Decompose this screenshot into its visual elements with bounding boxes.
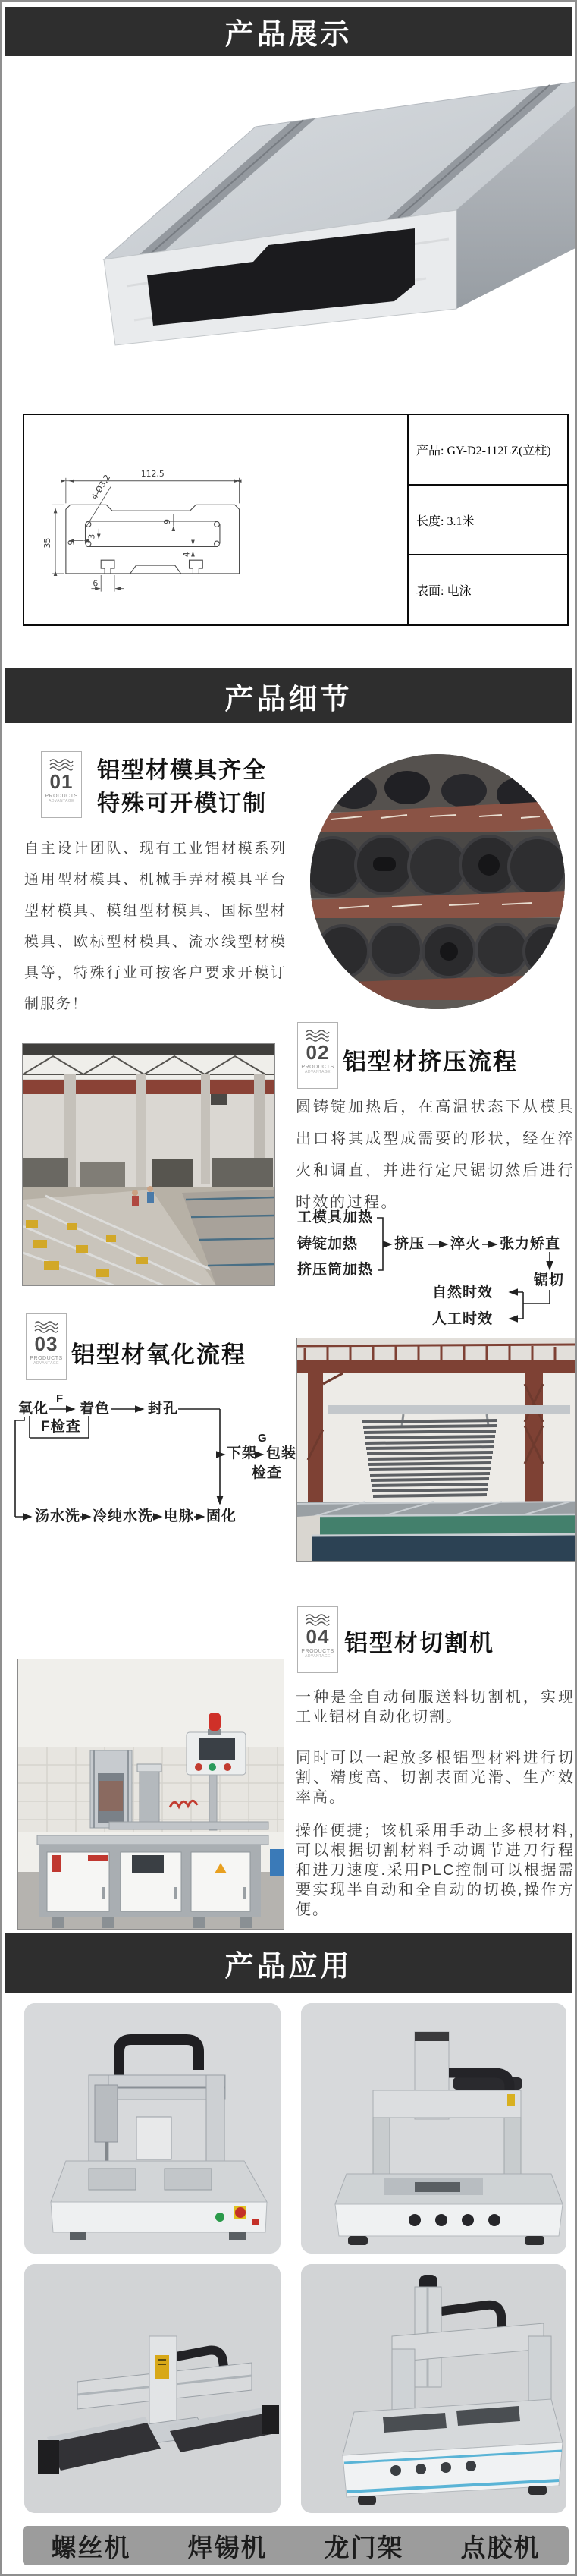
dim-holes: 4-Ø3,2 bbox=[89, 473, 113, 502]
header-details-text: 产品细节 bbox=[224, 683, 353, 716]
flow03-oxidize: 氧化 bbox=[18, 1401, 49, 1417]
cad-drawing-cell bbox=[24, 415, 409, 624]
badge-caption-1: PRODUCTS bbox=[30, 1356, 63, 1361]
flow02-natural-aging: 自然时效 bbox=[432, 1285, 494, 1301]
badge-01 bbox=[41, 751, 82, 818]
flow03-check: 检查 bbox=[252, 1465, 283, 1481]
app-card-soldering-machine bbox=[301, 2003, 566, 2254]
badge-04 bbox=[297, 1606, 338, 1673]
flow02-connectors bbox=[259, 1200, 577, 1337]
dim-slot-width: 6 bbox=[93, 578, 99, 589]
cutting-machine-photo bbox=[18, 1659, 284, 1929]
app-card-screw-machine bbox=[24, 2003, 281, 2254]
gantry-frame-photo bbox=[24, 2264, 281, 2513]
flow03-label-g: G bbox=[258, 1432, 268, 1445]
flow03-wash-hot: 汤水洗 bbox=[35, 1508, 81, 1524]
badge-02 bbox=[297, 1022, 338, 1089]
app-label-gantry-frame: 龙门架 bbox=[324, 2533, 404, 2562]
section-header-applications bbox=[5, 1933, 572, 1993]
anodizing-plant-photo bbox=[297, 1338, 576, 1561]
flow02-saw: 锯切 bbox=[534, 1272, 565, 1288]
app-card-gantry-frame bbox=[24, 2264, 281, 2513]
molds-shelf-photo bbox=[309, 753, 566, 1011]
section01-body: 自主设计团队、现有工业铝材模系列通用型材模具、机械手弄材模具平台型材模具、模组型材模具、国标型材模具、欧标型材模具、流水线型材模具等，特殊行业可按客户要求开模订制服务！ bbox=[24, 841, 287, 1012]
waves-icon bbox=[306, 1614, 330, 1626]
section04-title: 铝型材切割机 bbox=[344, 1630, 494, 1656]
section01-title-line1: 铝型材模具齐全 bbox=[97, 758, 267, 783]
application-labels-bar bbox=[23, 2526, 569, 2565]
spec-length: 长度: 3.1米 bbox=[409, 484, 567, 555]
flow03-coloring: 着色 bbox=[80, 1401, 111, 1417]
product-photo-aluminum-profile bbox=[2, 58, 577, 347]
flow02-artificial-aging: 人工时效 bbox=[432, 1311, 494, 1327]
badge-02-number: 02 bbox=[306, 1041, 330, 1064]
badge-caption-2: ADVANTAGE bbox=[33, 1361, 59, 1366]
badge-03-number: 03 bbox=[34, 1332, 58, 1355]
badge-caption-1: PRODUCTS bbox=[301, 1649, 334, 1654]
flow03-f-check: F检查 bbox=[41, 1419, 81, 1435]
flow02-barrel-heat: 挤压筒加热 bbox=[297, 1262, 374, 1278]
flow02-die-heat: 工模具加热 bbox=[297, 1209, 374, 1225]
cad-drawing bbox=[24, 415, 409, 624]
app-label-screw-machine: 螺丝机 bbox=[51, 2533, 131, 2562]
header-applications-text: 产品应用 bbox=[224, 1950, 353, 1983]
dim-recess-depth: 9 bbox=[161, 519, 172, 524]
dim-width: 112,5 bbox=[140, 468, 165, 479]
dispensing-machine-photo bbox=[301, 2264, 566, 2513]
spec-rows bbox=[409, 415, 567, 624]
section02-body: 圆铸锭加热后，在高温状态下从模具出口将其成型成需要的形状，经在淬火和调直，并进行定尺锯切然后进行时效的过程。 bbox=[296, 1099, 575, 1211]
badge-caption-2: ADVANTAGE bbox=[49, 799, 74, 804]
badge-caption-1: PRODUCTS bbox=[45, 794, 78, 799]
header-showcase-text: 产品展示 bbox=[224, 19, 353, 51]
dim-left-offset: 9 bbox=[66, 539, 77, 546]
badge-caption-2: ADVANTAGE bbox=[305, 1654, 331, 1659]
section04-p3: 操作便捷；该机采用手动上多根材料,可以根据切割材料手动调节进刀行程和进刀速度.采用PLC控制可以根据需要实现半自动和全自动的切换,操作方便。 bbox=[296, 1823, 575, 1918]
waves-icon bbox=[34, 1321, 58, 1333]
section01-title-line2: 特殊可开模订制 bbox=[97, 791, 267, 816]
flow03-electro: 电脉 bbox=[164, 1508, 195, 1524]
flow02-ingot-heat: 铸锭加热 bbox=[297, 1236, 359, 1252]
app-label-soldering-machine: 焊锡机 bbox=[187, 2533, 268, 2562]
section04-p1: 一种是全自动伺服送料切割机，实现工业铝材自动化切割。 bbox=[296, 1689, 575, 1725]
flow02-quench: 淬火 bbox=[450, 1236, 481, 1252]
badge-03 bbox=[26, 1313, 67, 1380]
dim-height: 35 bbox=[42, 537, 53, 549]
section-header-details bbox=[5, 668, 572, 723]
screw-machine-photo bbox=[24, 2003, 281, 2254]
flow03-label-f: F bbox=[56, 1392, 64, 1405]
flow03-cure: 固化 bbox=[206, 1508, 237, 1524]
flow03-wash-cold: 冷纯水洗 bbox=[93, 1508, 154, 1524]
extrusion-factory-photo bbox=[23, 1044, 274, 1285]
soldering-machine-photo bbox=[301, 2003, 566, 2254]
section03-title: 铝型材氧化流程 bbox=[71, 1341, 246, 1368]
badge-01-number: 01 bbox=[49, 770, 74, 793]
dim-bottom: 4 bbox=[181, 552, 192, 558]
flow03-unload: 下架 bbox=[227, 1445, 258, 1461]
flow03-connectors bbox=[2, 1390, 305, 1530]
section04-p2: 同时可以一起放多根铝型材料进行切割、精度高、切割表面光滑、生产效率高。 bbox=[296, 1750, 575, 1806]
flow03-sealing: 封孔 bbox=[148, 1401, 179, 1417]
spec-product: 产品: GY-D2-112LZ(立柱) bbox=[416, 444, 551, 458]
app-card-dispensing-machine bbox=[301, 2264, 566, 2513]
section02-title: 铝型材挤压流程 bbox=[343, 1049, 518, 1075]
flow02-straighten: 张力矫直 bbox=[500, 1236, 561, 1252]
waves-icon bbox=[49, 759, 74, 771]
waves-icon bbox=[306, 1030, 330, 1042]
app-label-dispensing-machine: 点胶机 bbox=[460, 2533, 541, 2562]
dim-wall: 3 bbox=[86, 533, 97, 539]
flow02-extrude: 挤压 bbox=[394, 1236, 425, 1252]
badge-caption-2: ADVANTAGE bbox=[305, 1070, 331, 1074]
section-header-showcase bbox=[5, 7, 572, 56]
spec-surface: 表面: 电泳 bbox=[409, 554, 567, 624]
spec-table bbox=[23, 414, 569, 626]
badge-caption-1: PRODUCTS bbox=[301, 1065, 334, 1070]
badge-04-number: 04 bbox=[306, 1625, 330, 1648]
flow03-pack: 包装 bbox=[266, 1445, 297, 1461]
